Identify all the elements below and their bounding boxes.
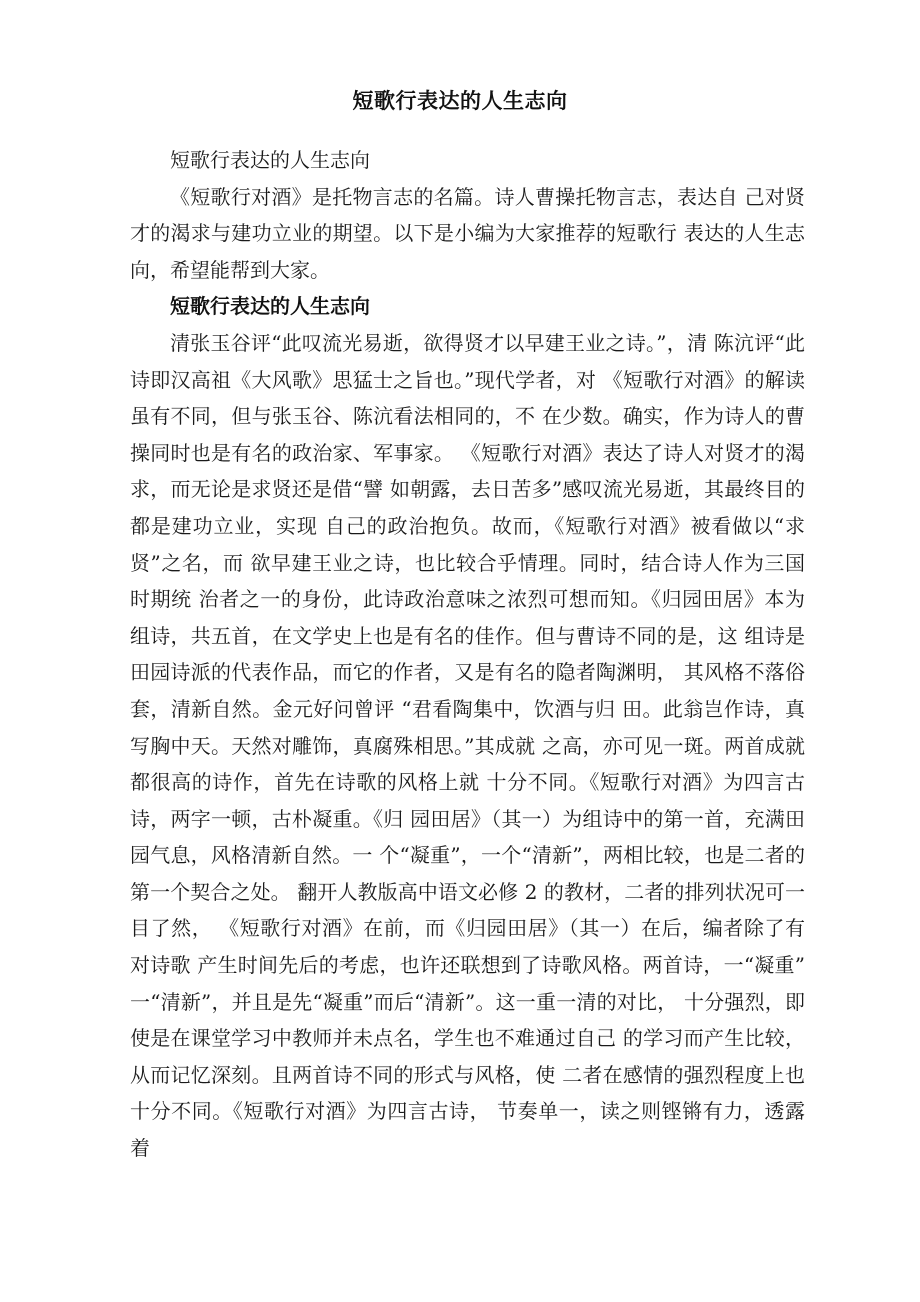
body-paragraph: 清张玉谷评“此叹流光易逝，欲得贤才以早建王业之诗。”，清 陈沆评“此诗即汉高祖《大风歌》思猛士之旨也。”现代学者，对 《短歌行对酒》的解读虽有不同，但与张玉谷、陈沆看法相同的，不 在少数。确实，作为诗人的曹操同时也是有名的政治家、军事家。 《短歌行对酒》表达了诗人对贤才的渴求，而无论是求贤还是借“譬 如朝露，去日苦多”感叹流光易逝，其最终目的都是建功立业，实现 自己的政治抱负。故而，《短歌行对酒》被看做以“求贤”之名，而 欲早建王业之诗，也比较合乎情理。同时，结合诗人作为三国时期统 治者之一的身份，此诗政治意味之浓烈可想而知。《归园田居》本为 组诗，共五首，在文学史上也是有名的佳作。但与曹诗不同的是，这 组诗是田园诗派的代表作品，而它的作者，又是有名的隐者陶渊明， 其风格不落俗套，清新自然。金元好问曾评 “君看陶集中，饮酒与归 田。此翁岂作诗，真写胸中天。天然对雕饰，真腐殊相思。”其成就 之高，亦可见一斑。两首成就都很高的诗作，首先在诗歌的风格上就 十分不同。《短歌行对酒》为四言古诗，两字一顿，古朴凝重。《归 园田居》（其一）为组诗中的第一首，充满田园气息，风格清新自然。一 个“凝重”，一个“清新”，两相比较，也是二者的第一个契合之处。 翻开人教版高中语文必修 2 的教材，二者的排列状况可一目了然， 《短歌行对酒》在前，而《归园田居》（其一）在后，编者除了有对诗歌 产生时间先后的考虑，也许还联想到了诗歌风格。两首诗，一“凝重” 一“清新”，并且是先“凝重”而后“清新”。这一重一清的对比， 十分强烈，即使是在课堂学习中教师并未点名，学生也不难通过自己 的学习而产生比较，从而记忆深刻。且两首诗不同的形式与风格，使 二者在感情的强烈程度上也十分不同。《短歌行对酒》为四言古诗， 节奏单一，读之则铿锵有力，透露着 bbox=[130, 330, 805, 1161]
document-body bbox=[130, 142, 805, 1167]
document-title: 短歌行表达的人生志向 bbox=[352, 89, 568, 113]
intro-paragraph: 《短歌行对酒》是托物言志的名篇。诗人曹操托物言志，表达自 己对贤才的渴求与建功立业的期望。以下是小编为大家推荐的短歌行 表达的人生志向，希望能帮到大家。 bbox=[130, 184, 805, 282]
intro-heading: 短歌行表达的人生志向 bbox=[170, 148, 370, 172]
section-heading: 短歌行表达的人生志向 bbox=[170, 294, 370, 319]
